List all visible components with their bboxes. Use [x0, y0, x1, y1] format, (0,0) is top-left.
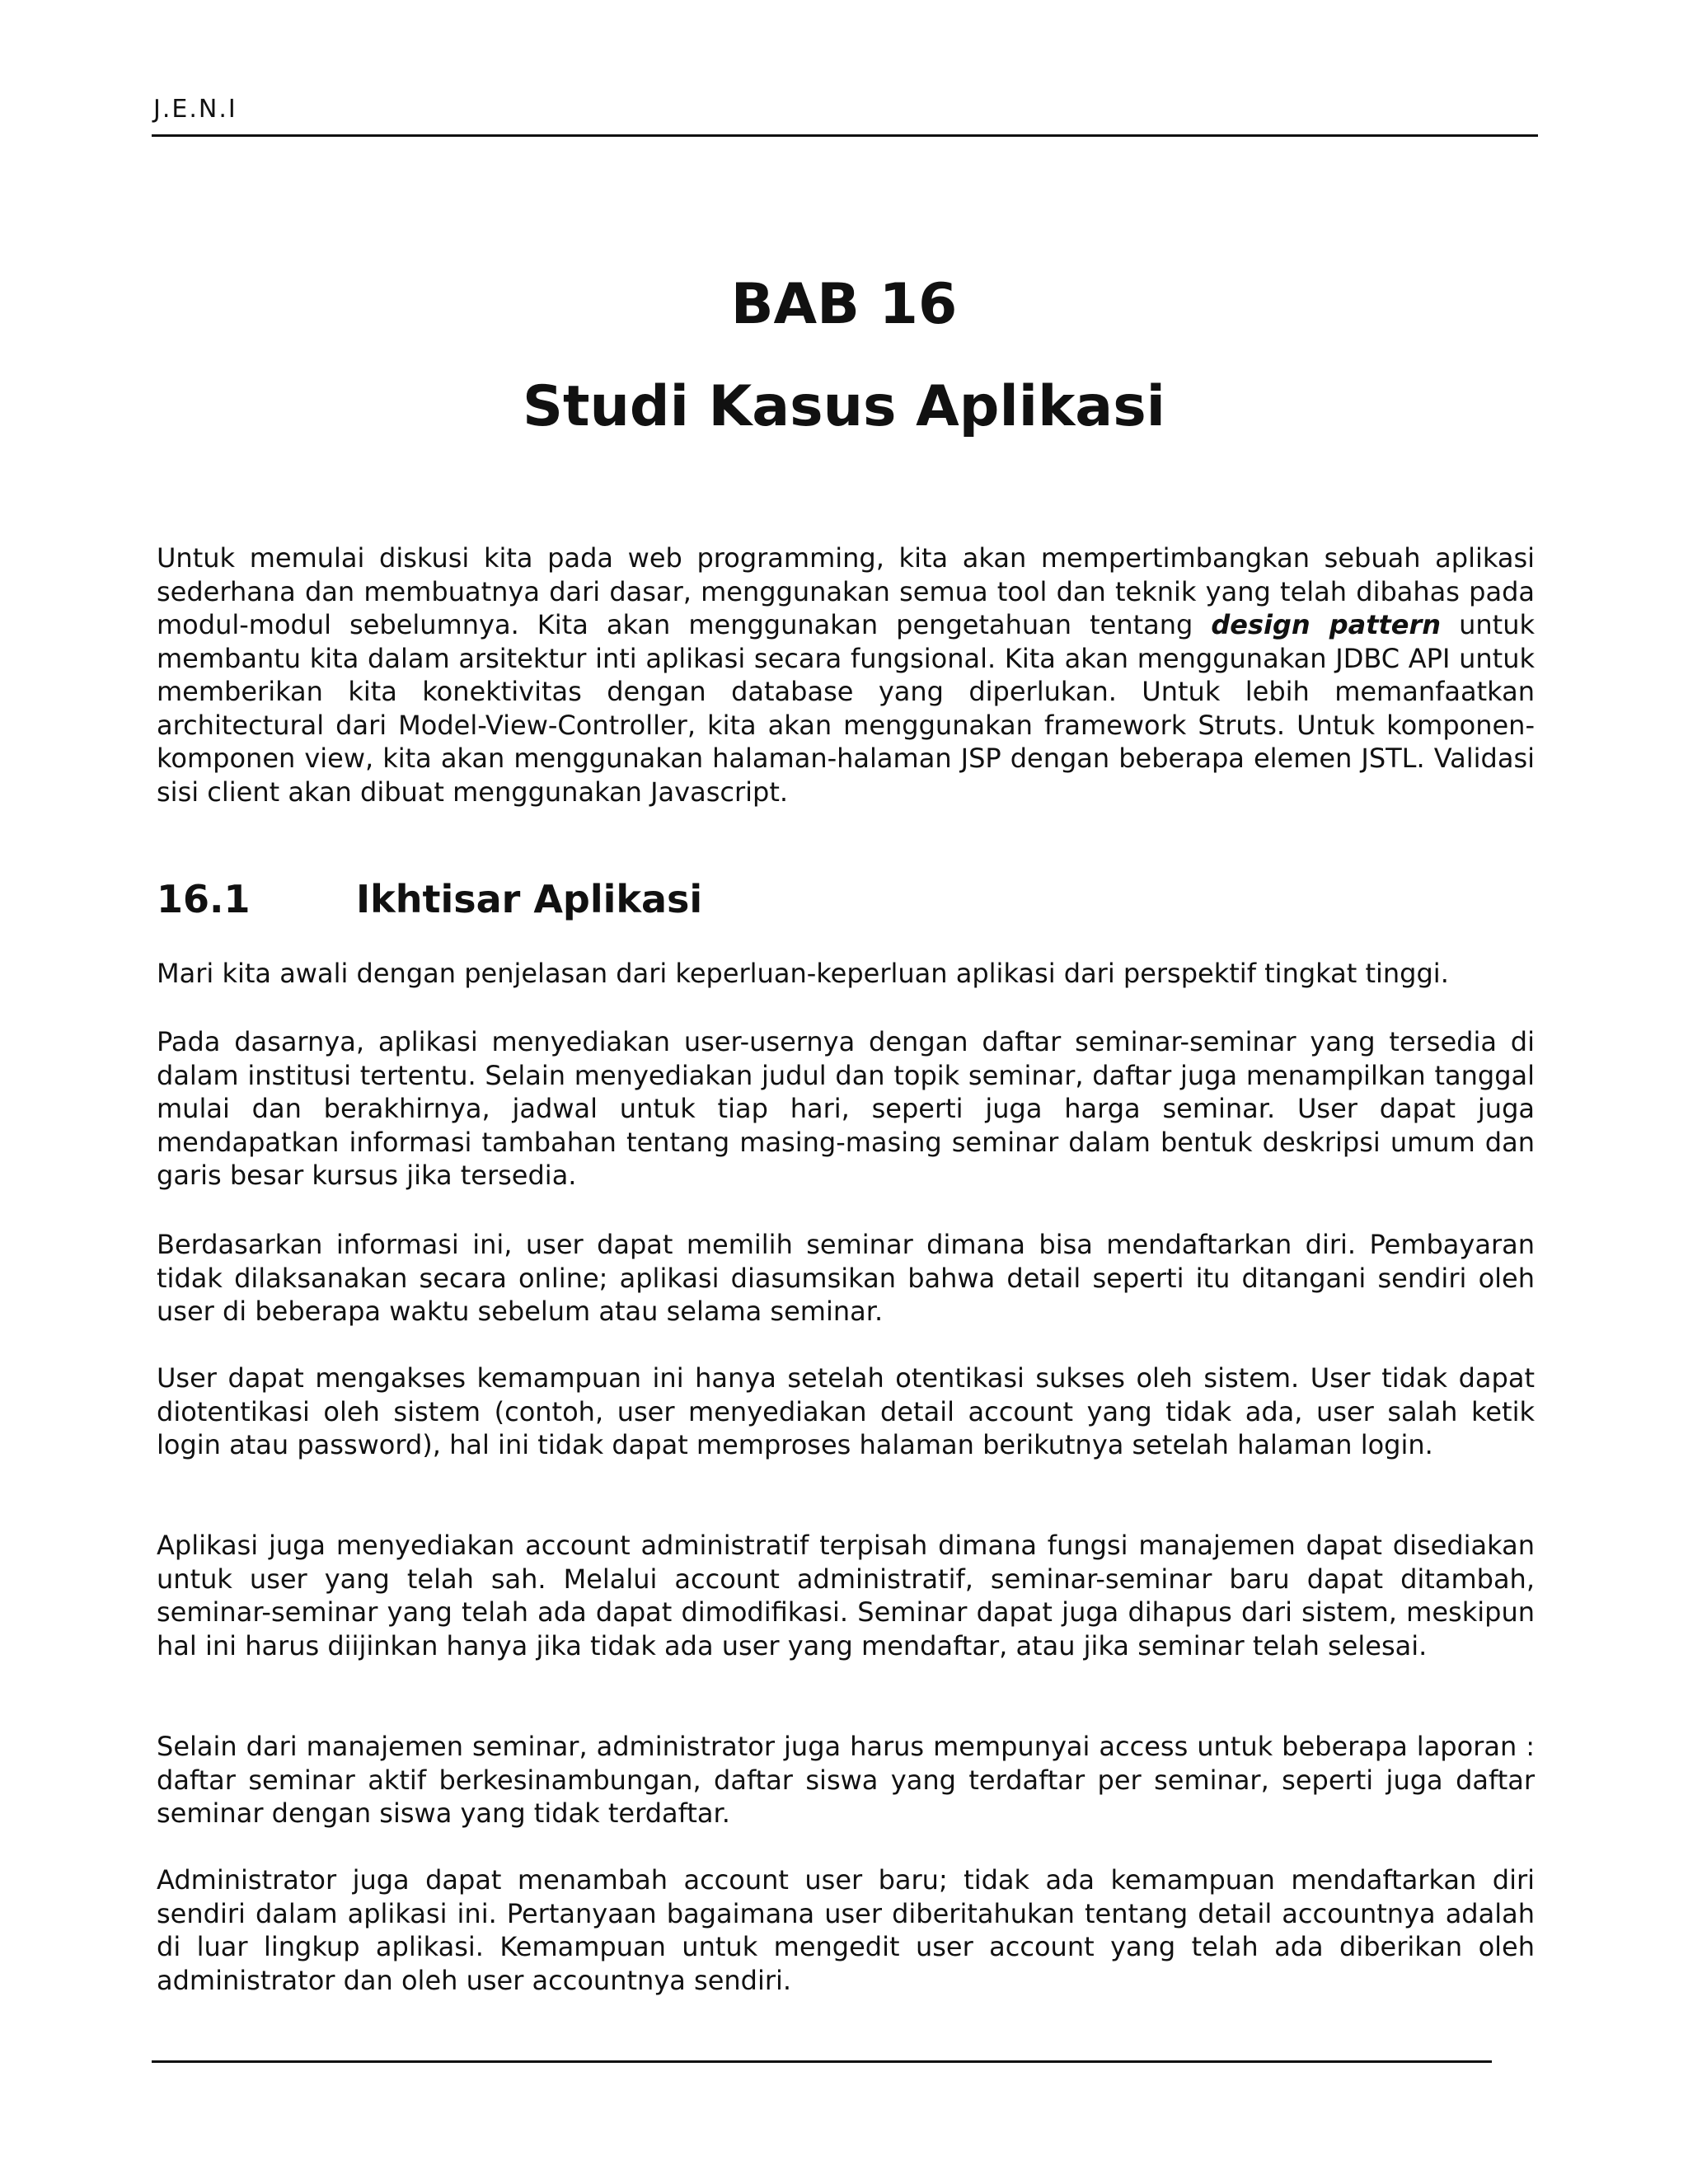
section-heading [157, 877, 703, 921]
body-paragraph: Selain dari manajemen seminar, administrator juga harus mempunyai access untuk beberapa laporan : daftar seminar aktif berkesinambungan, daftar siswa yang terdaftar per seminar, seperti juga daftar seminar dengan siswa yang tidak terdaftar. [157, 1731, 1535, 1829]
intro-paragraph [157, 541, 1535, 808]
intro-emphasis: design pattern [1211, 609, 1442, 640]
body-paragraph: Berdasarkan informasi ini, user dapat memilih seminar dimana bisa mendaftarkan diri. Pembayaran tidak dilaksanakan secara online; aplikasi diasumsikan bahwa detail seperti itu ditangani sendiri oleh user di beberapa waktu sebelum atau selama seminar. [157, 1229, 1535, 1327]
section-number: 16.1 [157, 877, 251, 921]
running-header: J.E.N.I [153, 95, 237, 124]
intro-text-after: untuk membantu kita dalam arsitektur inti aplikasi secara fungsional. Kita akan menggunakan JDBC API untuk memberikan kita konektivitas dengan database yang diperlukan. Untuk lebih memanfaatkan architectural dari Model-View-Controller, kita akan menggunakan framework Struts. Untuk komponen-komponen view, kita akan menggunakan halaman-halaman JSP dengan beberapa elemen JSTL. Validasi sisi client akan dibuat menggunakan Javascript. [157, 609, 1536, 808]
body-paragraph: Pada dasarnya, aplikasi menyediakan user-usernya dengan daftar seminar-seminar yang tersedia di dalam institusi tertentu. Selain menyediakan judul dan topik seminar, daftar juga menampilkan tanggal mulai dan berakhirnya, jadwal untuk tiap hari, seperti juga harga seminar. User dapat juga mendapatkan informasi tambahan tentang masing-masing seminar dalam bentuk deskripsi umum dan garis besar kursus jika tersedia. [157, 1026, 1535, 1191]
body-paragraph: Mari kita awali dengan penjelasan dari keperluan-keperluan aplikasi dari perspektif tingkat tinggi. [157, 958, 1449, 989]
body-paragraph: User dapat mengakses kemampuan ini hanya setelah otentikasi sukses oleh sistem. User tidak dapat diotentikasi oleh sistem (contoh, user menyediakan detail account yang tidak ada, user salah ketik login atau password), hal ini tidak dapat memproses halaman berikutnya setelah halaman login. [157, 1362, 1535, 1460]
body-paragraph: Aplikasi juga menyediakan account administratif terpisah dimana fungsi manajemen dapat disediakan untuk user yang telah sah. Melalui account administratif, seminar-seminar baru dapat ditambah, seminar-seminar yang telah ada dapat dimodifikasi. Seminar dapat juga dihapus dari sistem, meskipun hal ini harus diijinkan hanya jika tidak ada user yang mendaftar, atau jika seminar telah selesai. [157, 1530, 1535, 1661]
header-divider [152, 134, 1538, 137]
intro-text-before: Untuk memulai diskusi kita pada web programming, kita akan mempertimbangkan sebuah aplikasi sederhana dan membuatnya dari dasar, menggunakan semua tool dan teknik yang telah dibahas pada modul-modul sebelumnya. Kita akan menggunakan pengetahuan tentang [157, 542, 1535, 640]
body-paragraph: Administrator juga dapat menambah account user baru; tidak ada kemampuan mendaftarkan diri sendiri dalam aplikasi ini. Pertanyaan bagaimana user diberitahukan tentang detail accountnya adalah di luar lingkup aplikasi. Kemampuan untuk mengedit user account yang telah ada diberikan oleh administrator dan oleh user accountnya sendiri. [157, 1864, 1535, 1996]
section-title: Ikhtisar Aplikasi [356, 877, 703, 921]
chapter-title: Studi Kasus Aplikasi [523, 374, 1165, 439]
footer-divider [152, 2060, 1492, 2063]
chapter-number: BAB 16 [730, 272, 958, 337]
